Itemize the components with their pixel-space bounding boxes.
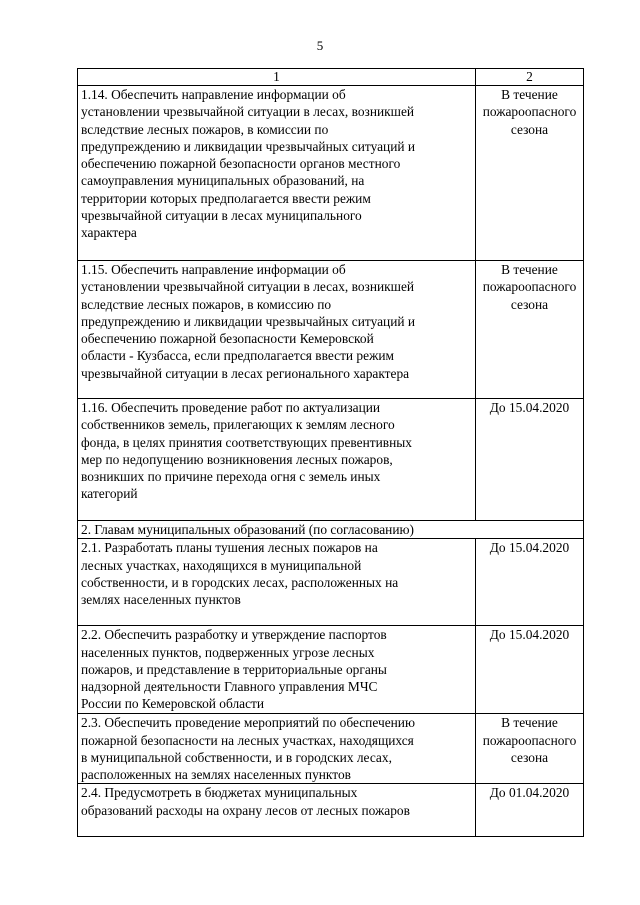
measure-text: 1.16. Обеспечить проведение работ по актуализации собственников земель, прилегающих к землям лесного фонда, в целях принятия соответствующих превентивных мер по недопущению возникновения лесных пожаров, возникших по причине перехода огня с земель иных категорий: [81, 400, 412, 502]
table-row: [78, 86, 584, 261]
term-text: В течение пожароопасного сезона: [482, 262, 577, 312]
page-number: 5: [316, 38, 324, 53]
measures-table: [77, 68, 584, 837]
measure-cell: [78, 784, 476, 837]
measure-text: 2.1. Разработать планы тушения лесных пожаров на лесных участках, находящихся в муниципальной собственности, и в городских лесах, расположенных на землях населенных пунктов: [81, 540, 399, 608]
term-text: До 15.04.2020: [489, 400, 570, 415]
term-text: В течение пожароопасного сезона: [482, 87, 577, 137]
term-cell: [476, 399, 584, 521]
table-header-row: [78, 69, 584, 86]
measure-text: 2.4. Предусмотреть в бюджетах муниципальных образований расходы на охрану лесов от лесных пожаров: [81, 785, 410, 818]
table-row: [78, 261, 584, 399]
table-row: [78, 399, 584, 521]
section-row: [78, 521, 584, 539]
term-text: До 15.04.2020: [489, 540, 570, 556]
measure-cell: [78, 714, 476, 784]
term-text: До 15.04.2020: [489, 627, 570, 643]
table-row: [78, 784, 584, 837]
table-row: [78, 626, 584, 714]
term-cell: [476, 86, 584, 261]
measure-text: 1.15. Обеспечить направление информации об установлении чрезвычайной ситуации в лесах, возникшей вследствие лесных пожаров, в комиссию по предупреждению и ликвидации чрезвычайных ситуаций и обеспечению пожарной безопасности Кемеровской области - Кузбасса, если предполагается ввести режим чрезвычайной ситуации в лесах регионального характера: [81, 262, 416, 381]
term-text: До 01.04.2020: [489, 785, 570, 801]
measure-cell: [78, 539, 476, 626]
header-col-2: 2: [476, 69, 584, 86]
measure-text: 2.3. Обеспечить проведение мероприятий по обеспечению пожарной безопасности на лесных участках, находящихся в муниципальной собственности, и в городских лесах, расположенных на землях населенных пунктов: [81, 715, 415, 783]
term-cell: [476, 261, 584, 399]
measure-text: 1.14. Обеспечить направление информации об установлении чрезвычайной ситуации в лесах, возникшей вследствие лесных пожаров, в комиссии по предупреждению и ликвидации чрезвычайных ситуаций и обеспечению пожарной безопасности органов местного самоуправления муниципальных образований, на территории которых предполагается ввести режим чрезвычайной ситуации в лесах муниципального характера: [81, 87, 416, 241]
measure-cell: [78, 626, 476, 714]
measure-cell: [78, 86, 476, 261]
measure-text: 2.2. Обеспечить разработку и утверждение паспортов населенных пунктов, подверженных угрозе лесных пожаров, и представление в территориальные органы надзорной деятельности Главного управления МЧС России по Кемеровской области: [81, 627, 387, 712]
term-text: В течение пожароопасного сезона: [482, 715, 577, 765]
table-row: [78, 539, 584, 626]
measure-cell: [78, 261, 476, 399]
term-cell: [476, 539, 584, 626]
header-col-1: 1: [78, 69, 476, 86]
term-cell: [476, 784, 584, 837]
term-cell: [476, 626, 584, 714]
term-cell: [476, 714, 584, 784]
table-row: [78, 714, 584, 784]
section-heading: 2. Главам муниципальных образований (по согласованию): [78, 521, 584, 539]
measure-cell: [78, 399, 476, 521]
